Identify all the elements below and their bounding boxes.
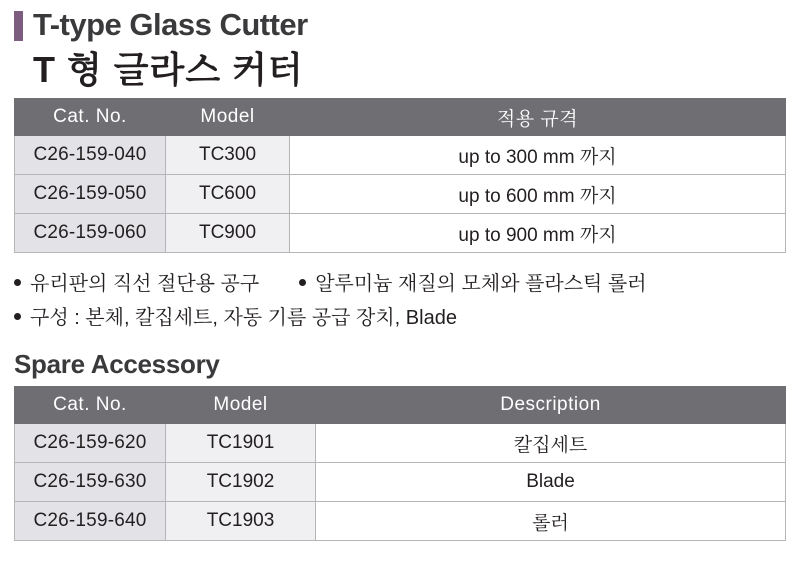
product-page [0, 8, 800, 586]
col-header-cat-no: Cat. No. [15, 99, 166, 136]
feature-text: 유리판의 직선 절단용 공구 [30, 273, 260, 295]
main-spec-table [14, 98, 786, 253]
title-english: T-type Glass Cutter [33, 7, 308, 42]
cell-model: TC1903 [166, 502, 316, 541]
table-row [15, 463, 786, 502]
cell-spec: up to 600 mm 까지 [290, 175, 786, 214]
col-header-spec: 적용 규격 [290, 99, 786, 136]
cell-cat-no: C26-159-640 [15, 502, 166, 541]
table-header-row [15, 99, 786, 136]
cell-description: 롤러 [316, 502, 786, 541]
cell-model: TC900 [166, 214, 290, 253]
bullet-dot-icon [14, 279, 21, 286]
feature-row-2 [14, 301, 786, 335]
feature-text: 알루미늄 재질의 모체와 플라스틱 롤러 [315, 273, 647, 295]
table-row [15, 175, 786, 214]
table-row [15, 424, 786, 463]
cell-cat-no: C26-159-060 [15, 214, 166, 253]
title-korean: T 형 글라스 커터 [33, 49, 304, 90]
cell-cat-no: C26-159-050 [15, 175, 166, 214]
cell-spec: up to 900 mm 까지 [290, 214, 786, 253]
feature-text: 구성 : 본체, 칼집세트, 자동 기름 공급 장치, Blade [30, 307, 457, 329]
cell-description: Blade [316, 463, 786, 502]
spare-accessory-heading: Spare Accessory [14, 349, 220, 379]
cell-cat-no: C26-159-040 [15, 136, 166, 175]
cell-model: TC600 [166, 175, 290, 214]
cell-model: TC300 [166, 136, 290, 175]
table-row [15, 214, 786, 253]
table-header-row [15, 387, 786, 424]
cell-model: TC1902 [166, 463, 316, 502]
table-row [15, 136, 786, 175]
title-accent-bar [14, 11, 23, 41]
cell-model: TC1901 [166, 424, 316, 463]
cell-spec: up to 300 mm 까지 [290, 136, 786, 175]
list-item [299, 267, 646, 301]
col-header-model: Model [166, 387, 316, 424]
cell-cat-no: C26-159-630 [15, 463, 166, 502]
page-title [14, 8, 786, 48]
cell-cat-no: C26-159-620 [15, 424, 166, 463]
spare-accessory-table [14, 386, 786, 541]
col-header-model: Model [166, 99, 290, 136]
col-header-cat-no: Cat. No. [15, 387, 166, 424]
bullet-dot-icon [299, 279, 306, 286]
list-item [14, 301, 457, 335]
table-row [15, 502, 786, 541]
feature-list [14, 267, 786, 335]
feature-row-1 [14, 267, 786, 301]
col-header-description: Description [316, 387, 786, 424]
cell-description: 칼집세트 [316, 424, 786, 463]
list-item [14, 267, 259, 301]
bullet-dot-icon [14, 313, 21, 320]
